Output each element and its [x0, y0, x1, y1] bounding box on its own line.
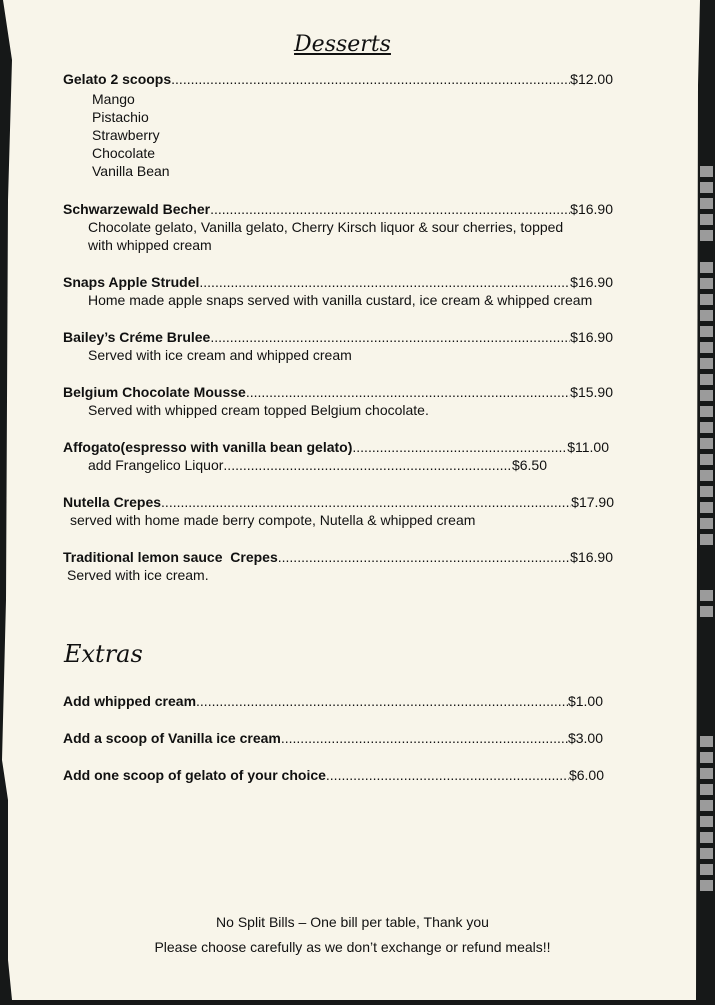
item-name: Snaps Apple Strudel: [63, 274, 200, 290]
item-price: $11.00: [567, 439, 609, 455]
extra-item: [63, 692, 603, 710]
item-description: Home made apple snaps served with vanilla custard, ice cream & whipped cream: [88, 292, 593, 308]
item-price: $1.00: [567, 693, 603, 709]
item-description: with whipped cream: [88, 237, 212, 253]
menu-item: [63, 200, 613, 254]
item-price: $17.90: [571, 494, 614, 510]
item-description: Chocolate gelato, Vanilla gelato, Cherry Kirsch liquor & sour cherries, topped: [88, 219, 564, 235]
menu-item: [63, 328, 613, 364]
item-price: $16.90: [570, 549, 613, 565]
item-price: $16.90: [570, 329, 613, 345]
menu-item: [63, 383, 613, 419]
addon-row: [63, 456, 547, 474]
item-name: Schwarzewald Becher: [63, 201, 211, 217]
flavor: Vanilla Bean: [92, 163, 170, 179]
item-name: Affogato(espresso with vanilla bean gelato): [63, 439, 353, 455]
item-name: Nutella Crepes: [63, 494, 162, 510]
item-price: $15.90: [570, 384, 613, 400]
item-name: Add a scoop of Vanilla ice cream: [63, 730, 281, 746]
item-price: $12.00: [570, 71, 613, 87]
item-description: Served with ice cream and whipped cream: [88, 347, 352, 363]
menu-item: [63, 493, 614, 529]
item-name: Bailey’s Créme Brulee: [63, 329, 211, 345]
flavor: Strawberry: [92, 127, 160, 143]
menu-item-gelato: [63, 70, 613, 180]
addon-name: add Frangelico Liquor: [88, 457, 224, 473]
item-name: Traditional lemon sauce Crepes: [63, 549, 278, 565]
item-name: Gelato 2 scoops: [63, 71, 172, 87]
menu-item: [63, 548, 613, 584]
extra-item: [63, 729, 603, 747]
menu-item: [63, 273, 613, 309]
footer-note-refunds: Please choose carefully as we don’t exchange or refund meals!!: [154, 939, 551, 955]
item-description: served with home made berry compote, Nutella & whipped cream: [70, 512, 476, 528]
flavor: Pistachio: [92, 109, 149, 125]
flavor: Mango: [92, 91, 135, 107]
desserts-heading: Desserts: [294, 32, 391, 57]
item-name: Belgium Chocolate Mousse: [63, 384, 246, 400]
menu-item: [63, 438, 609, 474]
addon-price: $6.50: [511, 457, 547, 473]
item-name: Add whipped cream: [63, 693, 197, 709]
footer-note-bills: No Split Bills – One bill per table, Thank you: [216, 914, 489, 930]
item-price: $16.90: [570, 274, 613, 290]
item-price: $16.90: [570, 201, 613, 217]
item-price: $3.00: [567, 730, 603, 746]
item-description: Served with whipped cream topped Belgium chocolate.: [88, 402, 429, 418]
flavor: Chocolate: [92, 145, 156, 161]
item-name: Add one scoop of gelato of your choice: [63, 767, 326, 783]
extra-item: [63, 766, 604, 784]
gelato-flavor-list: [63, 90, 613, 180]
item-description: Served with ice cream.: [67, 567, 209, 583]
extras-heading: Extras: [64, 640, 143, 668]
item-price: $6.00: [568, 767, 604, 783]
